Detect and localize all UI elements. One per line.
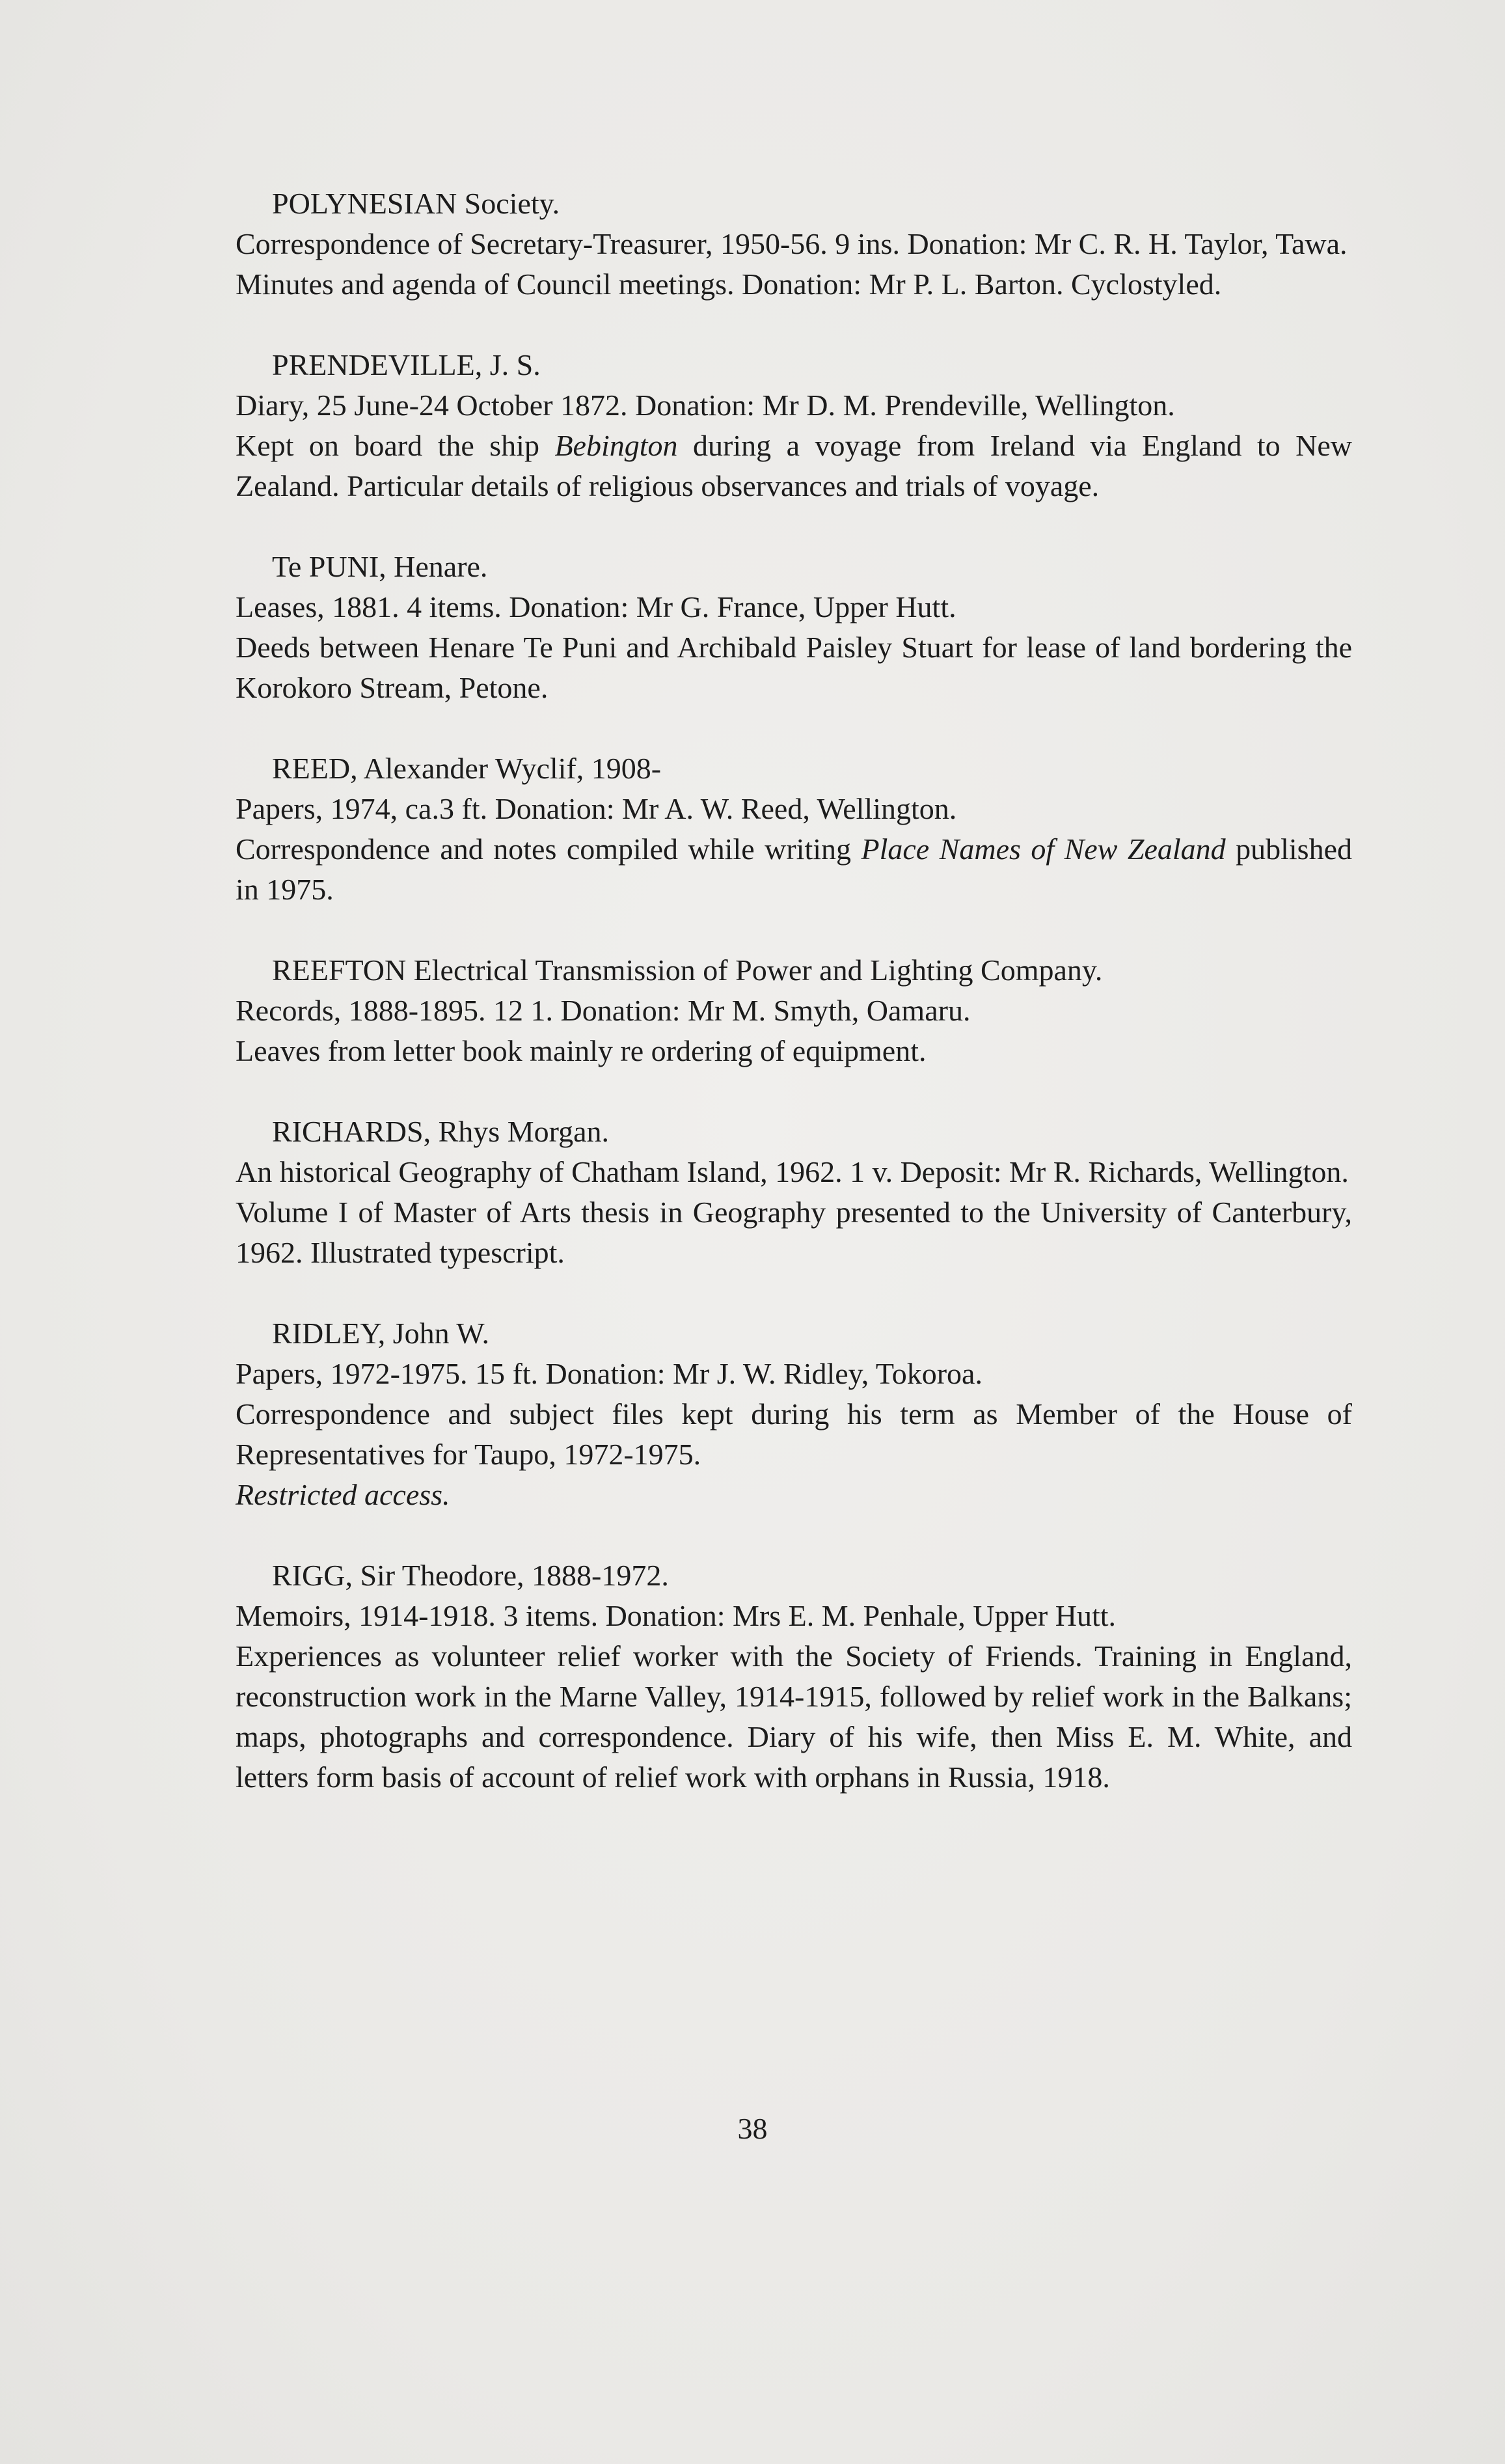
entry-line: Correspondence and subject files kept during his term as Member of the House of Representatives for Taupo, 1972-1975. <box>236 1397 1352 1471</box>
entry-te-puni <box>236 547 1352 708</box>
catalogue-entries <box>236 184 1352 1838</box>
entry-ridley <box>236 1313 1352 1515</box>
entry-line: Volume I of Master of Arts thesis in Geography presented to the University of Canterbury, 1962. Illustrated typescript. <box>236 1196 1352 1269</box>
entry-heading: POLYNESIAN Society. <box>272 187 560 220</box>
entry-line: Memoirs, 1914-1918. 3 items. Donation: Mrs E. M. Penhale, Upper Hutt. <box>236 1599 1117 1632</box>
entry-line: Papers, 1972-1975. 15 ft. Donation: Mr J. W. Ridley, Tokoroa. <box>236 1357 983 1390</box>
entry-richards <box>236 1112 1352 1273</box>
entry-line: An historical Geography of Chatham Island, 1962. 1 v. Deposit: Mr R. Richards, Wellington. <box>236 1155 1349 1188</box>
page-number: 38 <box>737 2112 768 2145</box>
entry-heading: RIGG, Sir Theodore, 1888-1972. <box>272 1559 669 1592</box>
entry-line: Records, 1888-1895. 12 1. Donation: Mr M. Smyth, Oamaru. <box>236 994 971 1027</box>
entry-line: Leases, 1881. 4 items. Donation: Mr G. France, Upper Hutt. <box>236 590 956 623</box>
entry-heading: PRENDEVILLE, J. S. <box>272 348 541 381</box>
entry-polynesian-society <box>236 184 1352 305</box>
entry-line: Papers, 1974, ca.3 ft. Donation: Mr A. W. Reed, Wellington. <box>236 792 957 825</box>
entry-heading: REED, Alexander Wyclif, 1908- <box>272 752 662 785</box>
entry-heading: RIDLEY, John W. <box>272 1317 489 1350</box>
entry-heading: Te PUNI, Henare. <box>272 550 488 583</box>
entry-line: Minutes and agenda of Council meetings. Donation: Mr P. L. Barton. Cyclostyled. <box>236 267 1222 301</box>
entry-line: Diary, 25 June-24 October 1872. Donation: Mr D. M. Prendeville, Wellington. <box>236 389 1175 422</box>
italic-title: Place Names of New Zealand <box>861 832 1226 866</box>
entry-line: Experiences as volunteer relief worker with the Society of Friends. Training in England, reconstruction work in the Marne Valley, 1914-1915, followed by relief work in the Balkans; maps, photographs and correspondence. Diary of his wife, then Miss E. M. White, and letters form basis of account of relief work with orphans in Russia, 1918. <box>236 1639 1352 1794</box>
entry-heading: REEFTON Electrical Transmission of Power and Lighting Company. <box>272 953 1103 987</box>
entry-reefton <box>236 950 1352 1071</box>
entry-reed <box>236 748 1352 910</box>
italic-title: Bebington <box>554 429 678 462</box>
entry-rigg <box>236 1555 1352 1798</box>
entry-prendeville <box>236 345 1352 506</box>
entry-line: Correspondence of Secretary-Treasurer, 1950-56. 9 ins. Donation: Mr C. R. H. Taylor, Tawa. <box>236 227 1348 260</box>
entry-line: Deeds between Henare Te Puni and Archibald Paisley Stuart for lease of land bordering the Korokoro Stream, Petone. <box>236 631 1352 704</box>
entry-line: Leaves from letter book mainly re ordering of equipment. <box>236 1034 927 1067</box>
entry-line: Kept on board the ship Bebington during a voyage from Ireland via England to New Zealand. Particular details of religious observances and trials of voyage. <box>236 429 1352 502</box>
entry-heading: RICHARDS, Rhys Morgan. <box>272 1115 609 1148</box>
restricted-access-note: Restricted access. <box>236 1478 450 1511</box>
entry-line: Correspondence and notes compiled while writing Place Names of New Zealand published in 1975. <box>236 832 1352 906</box>
